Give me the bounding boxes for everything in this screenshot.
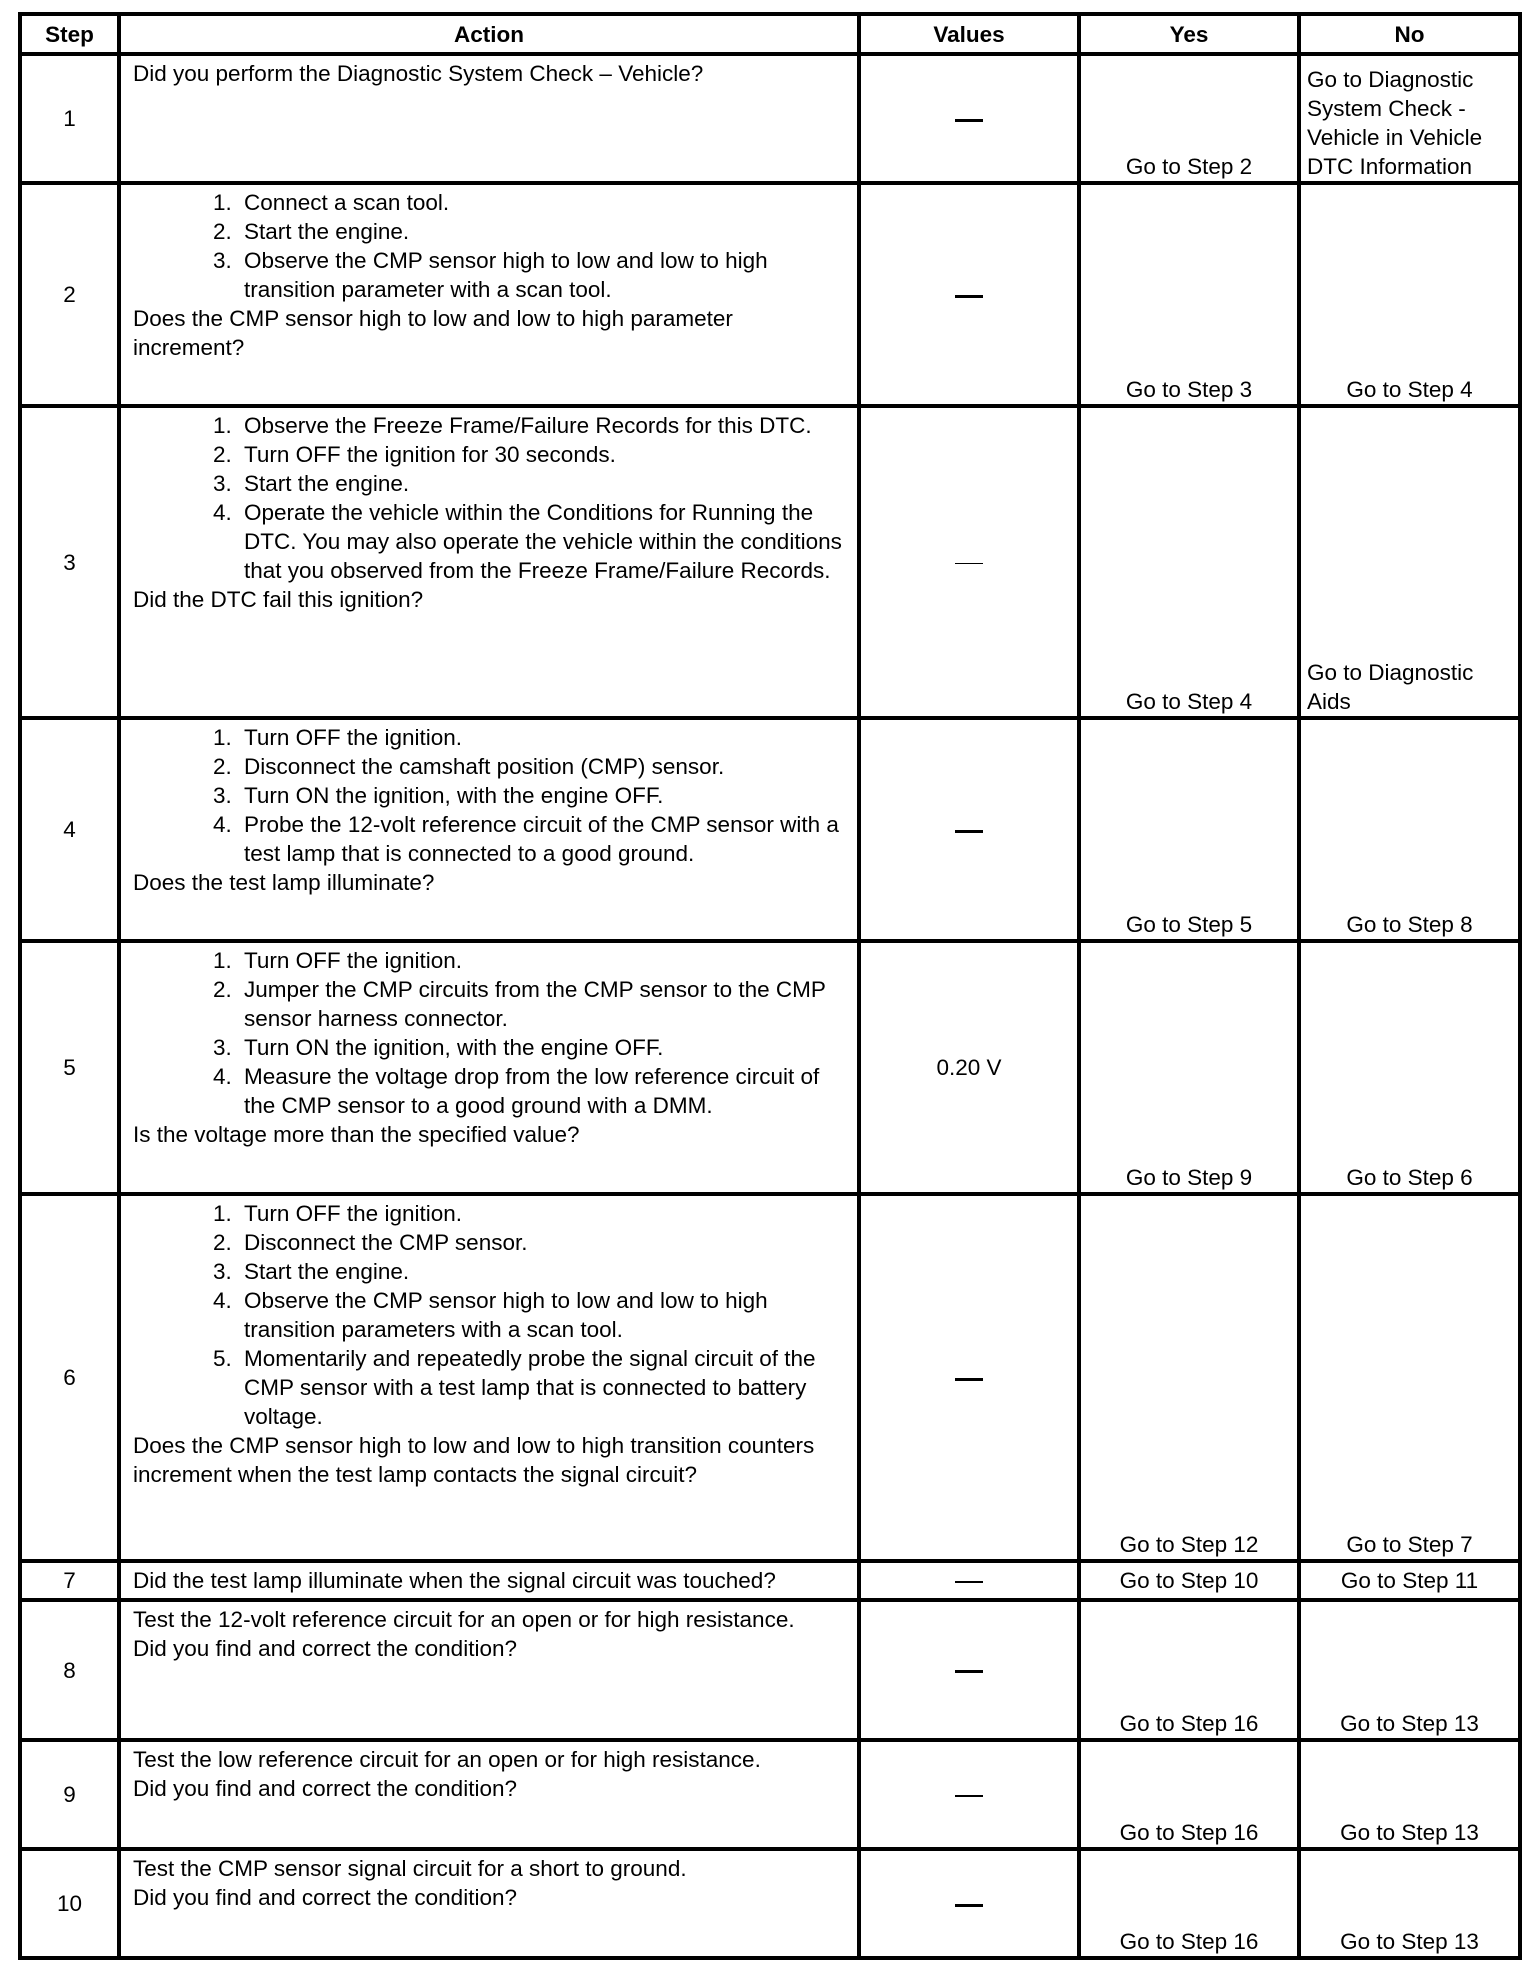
action-text: Test the CMP sensor signal circuit for a short to ground. <box>133 1856 687 1881</box>
yes-cell: Go to Step 2 <box>1079 54 1299 183</box>
no-cell: Go to Diagnostic System Check - Vehicle in Vehicle DTC Information <box>1299 54 1520 183</box>
question-text: Does the CMP sensor high to low and low to high parameter increment? <box>133 306 733 360</box>
list-item: 5. Momentarily and repeatedly probe the signal circuit of the CMP sensor with a test lamp that is connected to battery voltage. <box>238 1344 845 1431</box>
action-text: Did you perform the Diagnostic System Check – Vehicle? <box>133 61 704 86</box>
action-text: Did the test lamp illuminate when the signal circuit was touched? <box>133 1568 776 1593</box>
yes-cell: Go to Step 10 <box>1079 1561 1299 1600</box>
dash-icon <box>955 1581 983 1583</box>
value-cell <box>859 1740 1079 1849</box>
dash-icon <box>955 295 983 298</box>
value-cell <box>859 718 1079 941</box>
action-cell <box>119 1561 859 1600</box>
value-cell <box>859 54 1079 183</box>
step-number: 3 <box>20 406 119 718</box>
dash-icon <box>955 1904 983 1907</box>
table-row <box>20 1194 1520 1561</box>
no-cell: Go to Step 6 <box>1299 941 1520 1194</box>
list-item: 3. Observe the CMP sensor high to low and low to high transition parameter with a scan tool. <box>238 246 845 304</box>
no-cell: Go to Step 13 <box>1299 1600 1520 1740</box>
question-text: Does the test lamp illuminate? <box>133 870 435 895</box>
action-cell <box>119 1194 859 1561</box>
dash-icon <box>955 830 983 833</box>
diagnostic-table <box>18 12 1522 1960</box>
instruction-list <box>133 411 845 585</box>
dash-icon <box>955 1378 983 1381</box>
instruction-list <box>133 946 845 1120</box>
step-number: 7 <box>20 1561 119 1600</box>
no-cell: Go to Step 13 <box>1299 1849 1520 1958</box>
list-item: 4. Measure the voltage drop from the low reference circuit of the CMP sensor to a good ground with a DMM. <box>238 1062 845 1120</box>
question-text: Did you find and correct the condition? <box>133 1636 517 1661</box>
value-cell <box>859 1194 1079 1561</box>
header-yes: Yes <box>1079 14 1299 54</box>
step-number: 6 <box>20 1194 119 1561</box>
instruction-list <box>133 1199 845 1431</box>
yes-cell: Go to Step 12 <box>1079 1194 1299 1561</box>
dash-icon <box>955 1670 983 1673</box>
step-number: 4 <box>20 718 119 941</box>
action-cell <box>119 54 859 183</box>
step-number: 1 <box>20 54 119 183</box>
no-cell: Go to Step 7 <box>1299 1194 1520 1561</box>
list-item: 1. Observe the Freeze Frame/Failure Records for this DTC. <box>238 411 845 440</box>
list-item: 2. Start the engine. <box>238 217 845 246</box>
value-cell <box>859 1561 1079 1600</box>
step-number: 10 <box>20 1849 119 1958</box>
step-number: 9 <box>20 1740 119 1849</box>
action-cell <box>119 718 859 941</box>
list-item: 4. Operate the vehicle within the Conditions for Running the DTC. You may also operate the vehicle within the conditions that you observed from the Freeze Frame/Failure Records. <box>238 498 845 585</box>
list-item: 1. Turn OFF the ignition. <box>238 946 845 975</box>
dash-icon <box>955 563 983 565</box>
table-row <box>20 183 1520 406</box>
table-row <box>20 941 1520 1194</box>
list-item: 4. Probe the 12-volt reference circuit of the CMP sensor with a test lamp that is connected to a good ground. <box>238 810 845 868</box>
table-row <box>20 1740 1520 1849</box>
step-number: 2 <box>20 183 119 406</box>
action-text: Test the low reference circuit for an open or for high resistance. <box>133 1747 761 1772</box>
value-cell <box>859 406 1079 718</box>
list-item: 2. Disconnect the camshaft position (CMP) sensor. <box>238 752 845 781</box>
value-cell <box>859 183 1079 406</box>
header-values: Values <box>859 14 1079 54</box>
value-cell <box>859 1600 1079 1740</box>
table-row <box>20 1561 1520 1600</box>
value-cell: 0.20 V <box>859 941 1079 1194</box>
action-cell <box>119 1849 859 1958</box>
value-cell <box>859 1849 1079 1958</box>
question-text: Is the voltage more than the specified value? <box>133 1122 580 1147</box>
no-cell: Go to Diagnostic Aids <box>1299 406 1520 718</box>
action-cell <box>119 183 859 406</box>
yes-cell: Go to Step 5 <box>1079 718 1299 941</box>
no-cell: Go to Step 13 <box>1299 1740 1520 1849</box>
table-row <box>20 1849 1520 1958</box>
yes-cell: Go to Step 16 <box>1079 1849 1299 1958</box>
table-row <box>20 718 1520 941</box>
dash-icon <box>955 119 983 122</box>
yes-cell: Go to Step 16 <box>1079 1740 1299 1849</box>
yes-cell: Go to Step 4 <box>1079 406 1299 718</box>
question-text: Did you find and correct the condition? <box>133 1885 517 1910</box>
yes-cell: Go to Step 16 <box>1079 1600 1299 1740</box>
question-text: Did you find and correct the condition? <box>133 1776 517 1801</box>
table-row <box>20 406 1520 718</box>
list-item: 1. Turn OFF the ignition. <box>238 1199 845 1228</box>
action-cell <box>119 406 859 718</box>
action-cell <box>119 941 859 1194</box>
list-item: 1. Turn OFF the ignition. <box>238 723 845 752</box>
action-cell <box>119 1740 859 1849</box>
table-row <box>20 1600 1520 1740</box>
yes-cell: Go to Step 9 <box>1079 941 1299 1194</box>
list-item: 2. Disconnect the CMP sensor. <box>238 1228 845 1257</box>
header-action: Action <box>119 14 859 54</box>
no-cell: Go to Step 4 <box>1299 183 1520 406</box>
action-text: Test the 12-volt reference circuit for an open or for high resistance. <box>133 1607 795 1632</box>
dash-icon <box>955 1795 983 1797</box>
list-item: 3. Turn ON the ignition, with the engine OFF. <box>238 781 845 810</box>
list-item: 2. Turn OFF the ignition for 30 seconds. <box>238 440 845 469</box>
list-item: 3. Turn ON the ignition, with the engine OFF. <box>238 1033 845 1062</box>
no-cell: Go to Step 11 <box>1299 1561 1520 1600</box>
question-text: Did the DTC fail this ignition? <box>133 587 424 612</box>
instruction-list <box>133 723 845 868</box>
table-row <box>20 54 1520 183</box>
step-number: 8 <box>20 1600 119 1740</box>
instruction-list <box>133 188 845 304</box>
question-text: Does the CMP sensor high to low and low to high transition counters increment when the test lamp contacts the signal circuit? <box>133 1433 815 1487</box>
list-item: 2. Jumper the CMP circuits from the CMP sensor to the CMP sensor harness connector. <box>238 975 845 1033</box>
no-cell: Go to Step 8 <box>1299 718 1520 941</box>
step-number: 5 <box>20 941 119 1194</box>
list-item: 1. Connect a scan tool. <box>238 188 845 217</box>
header-row <box>20 14 1520 54</box>
list-item: 3. Start the engine. <box>238 469 845 498</box>
header-no: No <box>1299 14 1520 54</box>
list-item: 3. Start the engine. <box>238 1257 845 1286</box>
header-step: Step <box>20 14 119 54</box>
yes-cell: Go to Step 3 <box>1079 183 1299 406</box>
action-cell <box>119 1600 859 1740</box>
list-item: 4. Observe the CMP sensor high to low and low to high transition parameters with a scan tool. <box>238 1286 845 1344</box>
